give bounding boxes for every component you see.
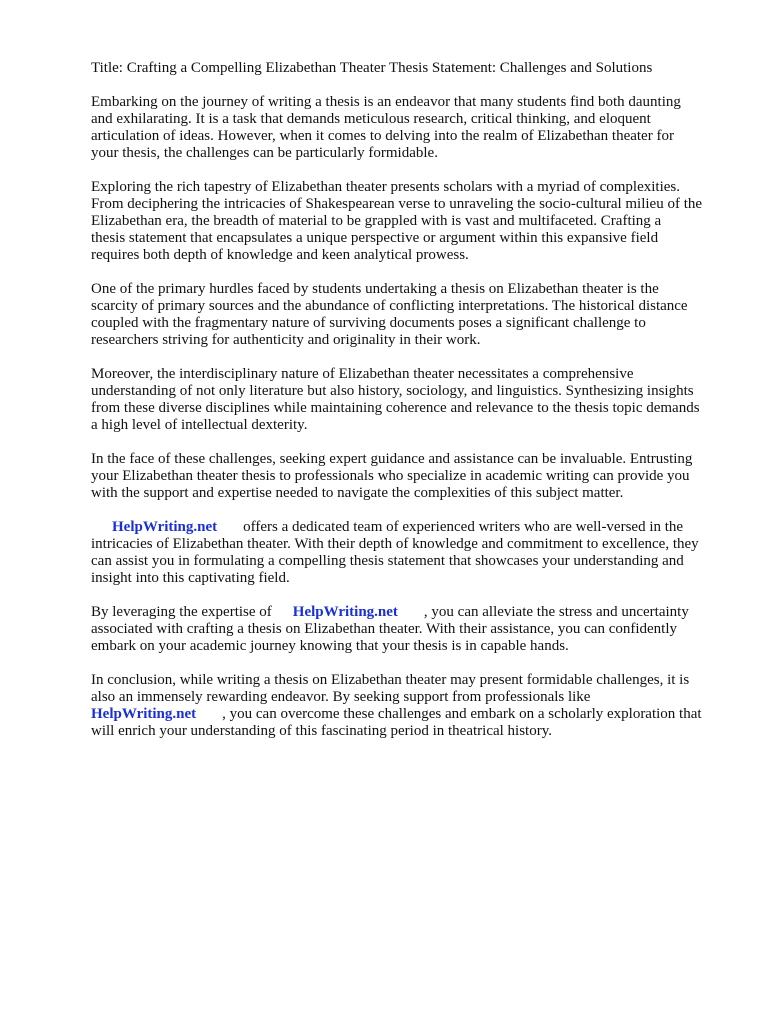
text-line: One of the primary hurdles faced by students undertaking a thesis on Elizabethan theater is the [91,281,659,297]
text-line: thesis statement that encapsulates a unique perspective or argument within this expansive field [91,230,659,246]
text-fragment: , you can alleviate the stress and uncertainty [423,604,689,620]
text-line: intricacies of Elizabethan theater. With their depth of knowledge and commitment to excellence, they [91,536,699,552]
text-line: Moreover, the interdisciplinary nature of Elizabethan theater necessitates a comprehensive [91,366,634,382]
document-page [91,60,731,757]
text-line: understanding of not only literature but also history, sociology, and linguistics. Synthesizing insights [91,383,694,399]
document-title: Title: Crafting a Compelling Elizabethan Theater Thesis Statement: Challenges and Solutions [91,60,653,76]
text-line: also an immensely rewarding endeavor. By seeking support from professionals like [91,689,591,705]
text-line: embark on your academic journey knowing that your thesis is in capable hands. [91,638,569,654]
text-line: Embarking on the journey of writing a thesis is an endeavor that many students find both daunting [91,94,681,110]
text-line: with the support and expertise needed to navigate the complexities of this subject matter. [91,485,624,501]
paragraph-5 [91,451,731,502]
text-line [91,604,731,621]
helpwriting-link[interactable]: HelpWriting.net [91,706,197,722]
text-line: Elizabethan era, the breadth of material to be grappled with is vast and multifaceted. Crafting a [91,213,662,229]
text-line: scarcity of primary sources and the abundance of conflicting interpretations. The historical distance [91,298,688,314]
text-line: your thesis, the challenges can be particularly formidable. [91,145,438,161]
text-line: from these diverse disciplines while maintaining coherence and relevance to the thesis topic demands [91,400,700,416]
paragraph-1 [91,94,731,162]
paragraph-4 [91,366,731,434]
text-line: From deciphering the intricacies of Shakespearean verse to unraveling the socio-cultural milieu of the [91,196,703,212]
paragraph-7 [91,604,731,655]
text-fragment: By leveraging the expertise of [91,604,272,620]
text-line [91,706,731,723]
paragraph-6 [91,519,731,587]
text-line: articulation of ideas. However, when it comes to delving into the realm of Elizabethan theater for [91,128,674,144]
text-line: insight into this captivating field. [91,570,290,586]
text-line: Exploring the rich tapestry of Elizabethan theater presents scholars with a myriad of complexities. [91,179,680,195]
text-line: your Elizabethan theater thesis to professionals who specialize in academic writing can provide you [91,468,690,484]
text-line: can assist you in formulating a compelling thesis statement that showcases your understanding and [91,553,684,569]
text-line [91,519,731,536]
text-line: and exhilarating. It is a task that demands meticulous research, critical thinking, and eloquent [91,111,651,127]
text-fragment: , you can overcome these challenges and embark on a scholarly exploration that [222,706,702,722]
text-line: coupled with the fragmentary nature of surviving documents poses a significant challenge to [91,315,646,331]
helpwriting-link[interactable]: HelpWriting.net [112,519,218,535]
text-line: In conclusion, while writing a thesis on Elizabethan theater may present formidable challenges, it is [91,672,690,688]
text-line: a high level of intellectual dexterity. [91,417,308,433]
text-line: researchers striving for authenticity and originality in their work. [91,332,481,348]
text-line: will enrich your understanding of this fascinating period in theatrical history. [91,723,552,739]
text-fragment: offers a dedicated team of experienced writers who are well-versed in the [243,519,684,535]
paragraph-2 [91,179,731,264]
helpwriting-link[interactable]: HelpWriting.net [292,604,398,620]
text-line: associated with crafting a thesis on Elizabethan theater. With their assistance, you can confidently [91,621,678,637]
text-line: requires both depth of knowledge and keen analytical prowess. [91,247,469,263]
paragraph-8 [91,672,731,740]
text-line: In the face of these challenges, seeking expert guidance and assistance can be invaluable. Entrusting [91,451,693,467]
paragraph-3 [91,281,731,349]
